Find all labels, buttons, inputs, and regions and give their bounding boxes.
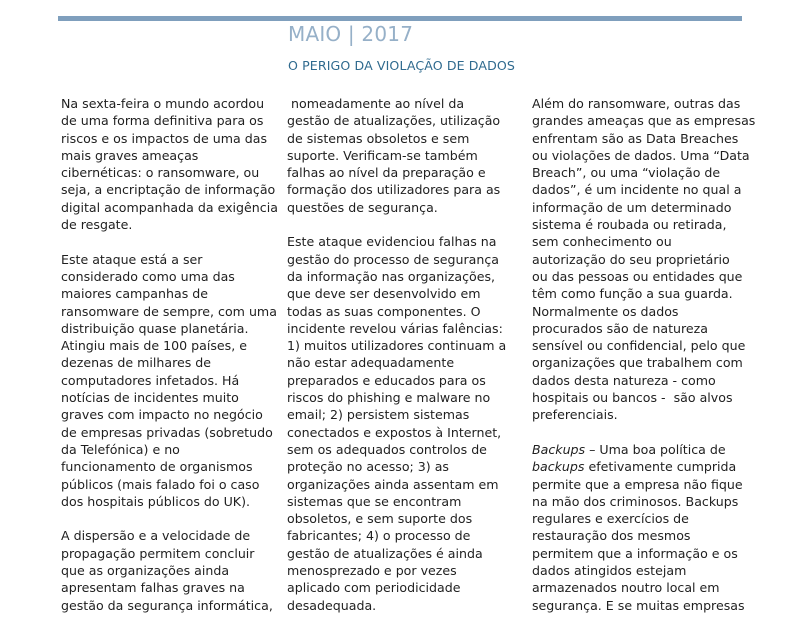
text-column-2 (287, 95, 506, 617)
paragraph: A dispersão e a velocidade de propagação permitem concluir que as organizações ainda apresentam falhas graves na gestão da segurança informática, (61, 528, 273, 613)
paragraph: nomeadamente ao nível da gestão de atualizações, utilização de sistemas obsoletos e sem suporte. Verificam-se também falhas ao nível da preparação e formação dos utilizadores para as questões de segurança. (287, 96, 501, 215)
paragraph: Na sexta-feira o mundo acordou de uma forma definitiva para os riscos e os impactos de uma das mais graves ameaças cibernéticas: o ransomware, ou seja, a encriptação de informação digital acompanhada da exigência de resgate. (61, 96, 278, 233)
backups-term-inline: backups (532, 459, 585, 475)
paragraph: Além do ransomware, outras das grandes ameaças que as empresas enfrentam são as Data Breaches ou violações de dados. Uma “Data Breach”, ou uma “violação de dados”, é um incidente no qual a informação de um determinado sistema é roubada ou retirada, sem conhecimento ou autorização do seu proprietário ou das pessoas ou entidades que têm como função a sua guarda. Normalmente os dados procurados são de natureza sensível ou confidencial, pelo que organizações que trabalhem com dados desta natureza - como hospitais ou bancos - são alvos preferenciais. (532, 96, 756, 423)
paragraph-backups: Backups – Uma boa política de backups efetivamente cumprida permite que a empresa não fique na mão dos criminosos. Backups regulares e exercícios de restauração dos mesmos permitem que a informação e os dados atingidos estejam armazenados noutro local em segurança. E se muitas empresas (532, 441, 745, 613)
paragraph: Este ataque evidenciou falhas na gestão do processo de segurança da informação nas organizações, que deve ser desenvolvido em todas as suas componentes. O incidente revelou várias falências: 1) muitos utilizadores continuam a não estar adequadamente preparados e educados para os riscos do phishing e malware no email; 2) persistem sistemas conectados e expostos à Internet, sem os adequados controlos de proteção no acesso; 3) as organizações ainda assentam em sistemas que se encontram obsoletos, e sem suporte dos fabricantes; 4) o processo de gestão de atualizações é ainda menosprezado e por vezes aplicado com periodicidade desadequada. (287, 234, 507, 613)
article-title: O PERIGO DA VIOLAÇÃO DE DADOS (288, 58, 515, 73)
backups-term: Backups (532, 441, 586, 457)
header-rule (58, 16, 742, 21)
text-column-3 (532, 95, 755, 617)
paragraph: Este ataque está a ser considerado como uma das maiores campanhas de ransomware de sempre, com uma distribuição quase planetária. Atingiu mais de 100 países, e dezenas de milhares de computadores infetados. Há notícias de incidentes muito graves com impacto no negócio de empresas privadas (sobretudo da Telefónica) e no funcionamento de organismos públicos (mais falado foi o caso dos hospitais públicos do UK). (61, 251, 277, 509)
issue-date: MAIO | 2017 (288, 22, 414, 46)
text-column-1 (61, 95, 278, 617)
